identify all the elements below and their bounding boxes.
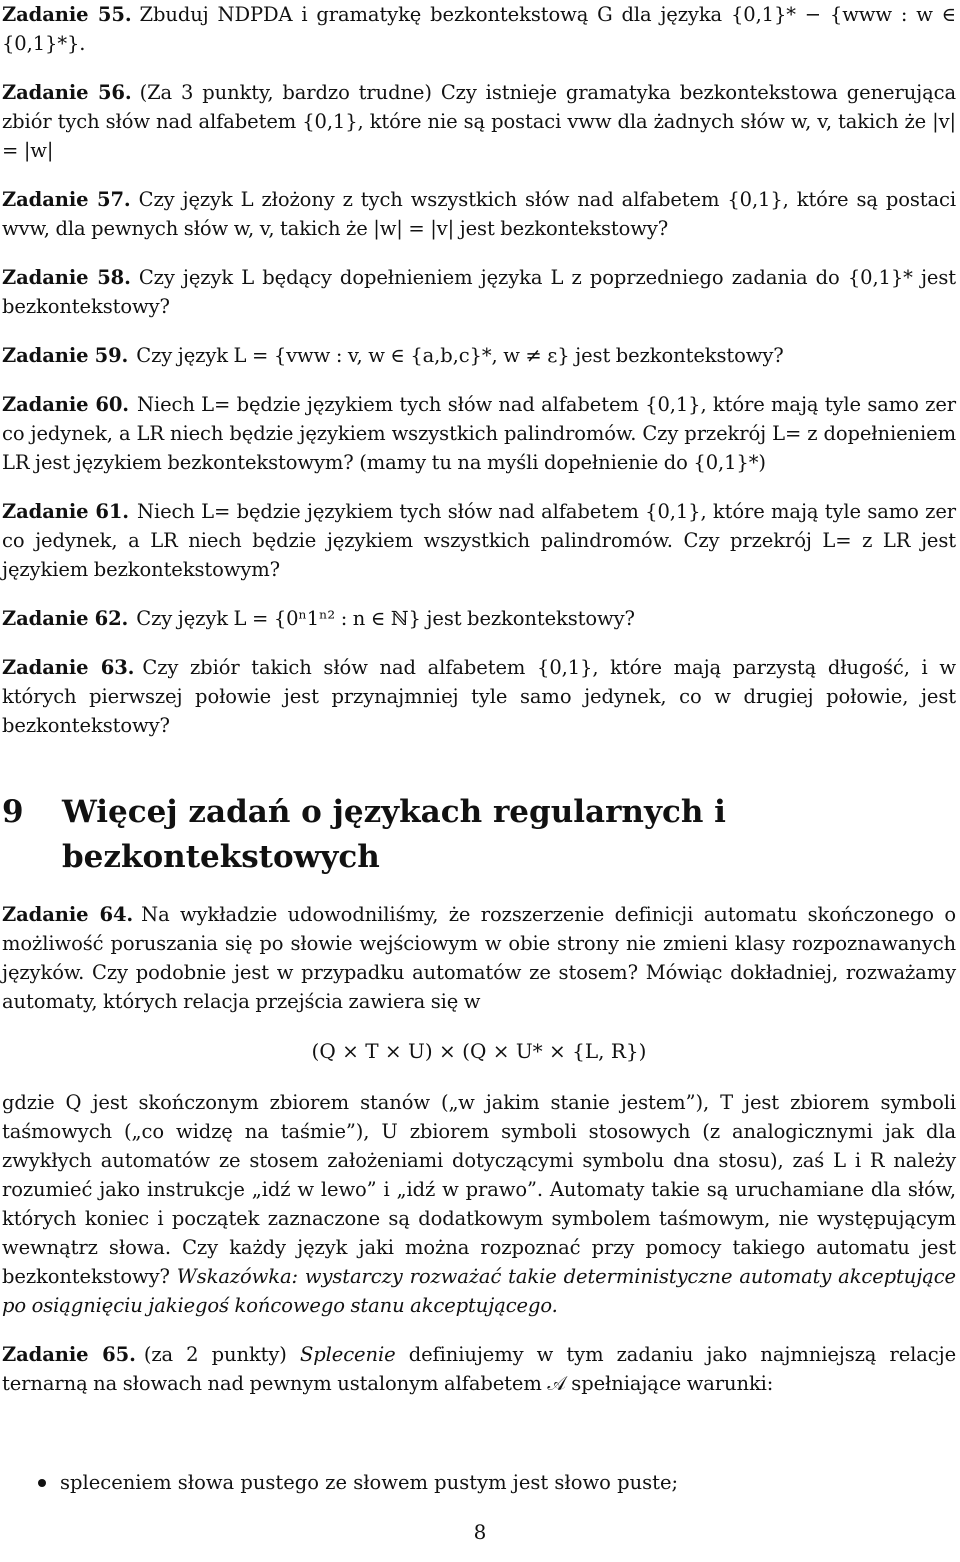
task-label: Zadanie 62.	[2, 607, 129, 630]
list-item-text: spleceniem słowa pustego ze słowem pustym jest słowo puste;	[60, 1471, 679, 1494]
task-64	[2, 900, 956, 1016]
task-text: Czy język L = {0ⁿ1ⁿ² : n ∈ ℕ} jest bezkontekstowy?	[136, 607, 635, 630]
task-text: Czy język L złożony z tych wszystkich słów nad alfabetem {0,1}, które są postaci wvw, dla pewnych słów w, v, takich że |w| = |v| jest bezkontekstowy?	[2, 188, 956, 240]
condition-list	[2, 1468, 956, 1497]
task-text: Niech L= będzie językiem tych słów nad alfabetem {0,1}, które mają tyle samo zer co jedynek, a LR niech będzie językiem wszystkich palindromów. Czy przekrój L= z dopełnieniem LR jest językiem bezkontekstowym? (mamy tu na myśli dopełnienie do {0,1}*)	[2, 393, 956, 474]
section-number: 9	[2, 794, 24, 830]
bullet-icon	[38, 1479, 46, 1487]
task-label: Zadanie 59.	[2, 344, 129, 367]
task-57	[2, 185, 956, 243]
page-number: 8	[473, 1520, 487, 1544]
task-text: Czy zbiór takich słów nad alfabetem {0,1}, które mają parzystą długość, i w których pierwszej połowie jest przynajmniej tyle samo jedynek, co w drugiej połowie, jest bezkontekstowy?	[2, 656, 956, 737]
task-text: Czy język L = {vww : v, w ∈ {a,b,c}*, w ≠ ε} jest bezkontekstowy?	[136, 344, 784, 367]
task-64-body	[2, 1088, 956, 1320]
task-62	[2, 604, 956, 633]
task-intro: Na wykładzie udowodniliśmy, że rozszerzenie definicji automatu skończonego o możliwość poruszania się po słowie wejściowym w obie strony nie zmieni klasy rozpoznawanych języków. Czy podobnie jest w przypadku automatów ze stosem? Mówiąc dokładniej, rozważamy automaty, których relacja przejścia zawiera się w	[2, 903, 957, 1013]
task-65	[2, 1340, 956, 1398]
section-heading	[2, 790, 956, 880]
task-59	[2, 341, 956, 370]
task-hint: Wskazówka: wystarczy rozważać takie deterministyczne automaty akceptujące po osiągnięciu jakiegoś końcowego stanu akceptującego.	[2, 1265, 956, 1317]
list-item	[2, 1468, 956, 1497]
task-text: (Za 3 punkty, bardzo trudne) Czy istnieje gramatyka bezkontekstowa generująca zbiór tych słów nad alfabetem {0,1}, które nie są postaci vww dla żadnych słów w, v, takich że |v| = |w|	[2, 81, 956, 162]
task-label: Zadanie 58.	[2, 266, 131, 289]
task-56	[2, 78, 956, 165]
task-label: Zadanie 65.	[2, 1343, 136, 1366]
task-label: Zadanie 61.	[2, 500, 129, 523]
task-pre: (za 2 punkty)	[143, 1343, 287, 1366]
task-label: Zadanie 64.	[2, 903, 134, 926]
task-60	[2, 390, 956, 477]
section-title: Więcej zadań o językach regularnych i bezkontekstowych	[62, 794, 726, 875]
task-body: gdzie Q jest skończonym zbiorem stanów („w jakim stanie jestem”), T jest zbiorem symboli taśmowych („co widzę na taśmie”), U zbiorem symboli stosowych (z analogicznymi jak dla zwykłych automatów ze stosem założeniami dotyczącymi symbolu dna stosu), zaś L i R należy rozumieć jako instrukcje „idź w lewo” i „idź w prawo”. Automaty takie są uruchamiane dla słów, których koniec i początek zaznaczone są dodatkowym symbolem taśmowym, nie występującym wewnątrz słowa. Czy każdy język jaki można rozpoznać przy pomocy takiego automatu jest bezkontekstowy?	[2, 1091, 956, 1288]
task-label: Zadanie 57.	[2, 188, 131, 211]
task-label: Zadanie 60.	[2, 393, 129, 416]
task-label: Zadanie 63.	[2, 656, 135, 679]
task-61	[2, 497, 956, 584]
display-formula: (Q × T × U) × (Q × U* × {L, R})	[311, 1039, 647, 1063]
task-term: Splecenie	[300, 1343, 396, 1366]
task-58	[2, 263, 956, 321]
task-list	[2, 0, 956, 740]
task-55	[2, 0, 956, 58]
task-text: Zbuduj NDPDA i gramatykę bezkontekstową G dla języka {0,1}* − {www : w ∈ {0,1}*}.	[2, 3, 957, 55]
task-label: Zadanie 55.	[2, 3, 132, 26]
task-label: Zadanie 56.	[2, 81, 132, 104]
page-content	[2, 0, 956, 1497]
task-63	[2, 653, 956, 740]
task-text: Czy język L będący dopełnieniem języka L z poprzedniego zadania do {0,1}* jest bezkontekstowy?	[2, 266, 957, 318]
task-text: definiujemy w tym zadaniu jako najmniejszą relacje ternarną na słowach nad pewnym ustalonym alfabetem 𝒜 spełniające warunki:	[2, 1343, 957, 1395]
task-text: Niech L= będzie językiem tych słów nad alfabetem {0,1}, które mają tyle samo zer co jedynek, a LR niech będzie językiem wszystkich palindromów. Czy przekrój L= z LR jest językiem bezkontekstowym?	[2, 500, 956, 581]
